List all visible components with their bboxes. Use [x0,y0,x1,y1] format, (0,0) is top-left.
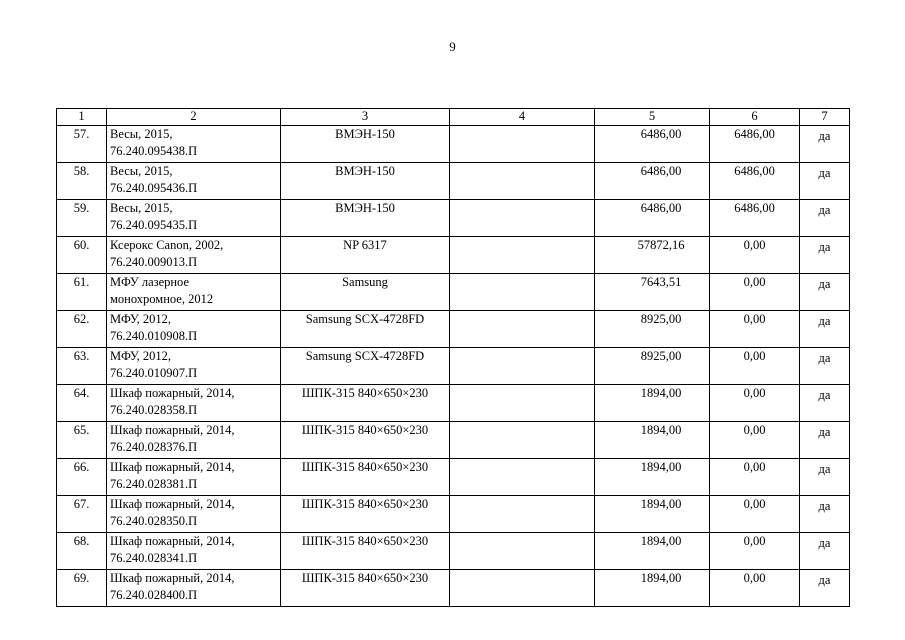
column-header: 1 [57,109,107,126]
table-row [57,570,850,607]
item-code-line: 76.240.095436.П [110,181,198,195]
item-flag: да [800,533,850,570]
item-model: ВМЭН-150 [281,200,450,237]
item-value: 8925,00 [595,348,710,385]
column-header: 7 [800,109,850,126]
table-row [57,311,850,348]
item-code-line: 76.240.028358.П [110,403,198,417]
item-residual: 0,00 [710,348,800,385]
item-name [107,496,281,533]
row-number: 67. [57,496,107,533]
column-header: 2 [107,109,281,126]
item-code-line: 76.240.095435.П [110,218,198,232]
item-code-line: монохромное, 2012 [110,292,214,306]
row-number: 59. [57,200,107,237]
page-number: 9 [449,39,456,54]
item-code-line: 76.240.028400.П [110,588,198,602]
item-value: 1894,00 [595,496,710,533]
item-model: NP 6317 [281,237,450,274]
table-row [57,348,850,385]
table-row [57,533,850,570]
item-model: ВМЭН-150 [281,126,450,163]
item-model: ВМЭН-150 [281,163,450,200]
table-row [57,274,850,311]
item-col4 [450,200,595,237]
item-col4 [450,126,595,163]
item-model: Samsung SCX-4728FD [281,311,450,348]
item-value: 8925,00 [595,311,710,348]
item-flag: да [800,126,850,163]
item-code-line: 76.240.028381.П [110,477,198,491]
table-row [57,385,850,422]
row-number: 64. [57,385,107,422]
item-value: 57872,16 [595,237,710,274]
item-name-line: Шкаф пожарный, 2014, [110,460,235,474]
header-row [57,109,850,126]
item-model: ШПК-315 840×650×230 [281,496,450,533]
table-row [57,496,850,533]
item-col4 [450,348,595,385]
table-row [57,237,850,274]
item-value: 1894,00 [595,533,710,570]
item-value: 7643,51 [595,274,710,311]
item-flag: да [800,237,850,274]
item-model: ШПК-315 840×650×230 [281,533,450,570]
item-value: 6486,00 [595,163,710,200]
row-number: 60. [57,237,107,274]
item-name [107,348,281,385]
item-name-line: Шкаф пожарный, 2014, [110,423,235,437]
item-residual: 0,00 [710,533,800,570]
item-residual: 0,00 [710,459,800,496]
item-model: Samsung [281,274,450,311]
item-value: 1894,00 [595,570,710,607]
row-number: 61. [57,274,107,311]
item-residual: 0,00 [710,237,800,274]
item-col4 [450,163,595,200]
item-flag: да [800,385,850,422]
item-name-line: Весы, 2015, [110,201,173,215]
table-row [57,163,850,200]
item-col4 [450,311,595,348]
item-flag: да [800,496,850,533]
item-flag: да [800,570,850,607]
item-model: Samsung SCX-4728FD [281,348,450,385]
item-residual: 6486,00 [710,200,800,237]
item-flag: да [800,348,850,385]
item-code-line: 76.240.009013.П [110,255,198,269]
column-header: 3 [281,109,450,126]
item-model: ШПК-315 840×650×230 [281,570,450,607]
item-value: 1894,00 [595,422,710,459]
item-col4 [450,459,595,496]
item-residual: 0,00 [710,385,800,422]
item-name [107,163,281,200]
item-name [107,533,281,570]
item-name-line: Шкаф пожарный, 2014, [110,571,235,585]
column-header: 5 [595,109,710,126]
row-number: 57. [57,126,107,163]
item-flag: да [800,459,850,496]
item-name [107,311,281,348]
item-name-line: МФУ, 2012, [110,312,172,326]
item-residual: 0,00 [710,570,800,607]
item-flag: да [800,200,850,237]
item-col4 [450,496,595,533]
item-flag: да [800,422,850,459]
item-residual: 0,00 [710,274,800,311]
item-residual: 0,00 [710,311,800,348]
item-model: ШПК-315 840×650×230 [281,459,450,496]
item-residual: 0,00 [710,496,800,533]
item-name-line: Весы, 2015, [110,127,173,141]
item-residual: 0,00 [710,422,800,459]
item-name-line: МФУ, 2012, [110,349,172,363]
item-name-line: МФУ лазерное [110,275,190,289]
item-col4 [450,533,595,570]
inventory-table [56,108,850,607]
row-number: 66. [57,459,107,496]
column-header: 4 [450,109,595,126]
item-col4 [450,237,595,274]
item-name-line: Шкаф пожарный, 2014, [110,534,235,548]
item-name [107,385,281,422]
item-name [107,126,281,163]
item-flag: да [800,163,850,200]
item-value: 6486,00 [595,200,710,237]
item-name [107,570,281,607]
item-residual: 6486,00 [710,163,800,200]
item-code-line: 76.240.028341.П [110,551,198,565]
item-name-line: Ксерокс Canon, 2002, [110,238,224,252]
row-number: 63. [57,348,107,385]
item-name [107,459,281,496]
item-name [107,422,281,459]
table-row [57,459,850,496]
item-name [107,274,281,311]
item-value: 1894,00 [595,459,710,496]
item-code-line: 76.240.010908.П [110,329,198,343]
item-code-line: 76.240.028350.П [110,514,198,528]
item-model: ШПК-315 840×650×230 [281,422,450,459]
item-name-line: Шкаф пожарный, 2014, [110,386,235,400]
item-residual: 6486,00 [710,126,800,163]
row-number: 62. [57,311,107,348]
item-code-line: 76.240.028376.П [110,440,198,454]
item-col4 [450,274,595,311]
item-flag: да [800,311,850,348]
item-col4 [450,385,595,422]
row-number: 65. [57,422,107,459]
item-value: 6486,00 [595,126,710,163]
row-number: 68. [57,533,107,570]
row-number: 58. [57,163,107,200]
item-code-line: 76.240.010907.П [110,366,198,380]
row-number: 69. [57,570,107,607]
column-header: 6 [710,109,800,126]
item-model: ШПК-315 840×650×230 [281,385,450,422]
item-name-line: Шкаф пожарный, 2014, [110,497,235,511]
item-col4 [450,570,595,607]
item-code-line: 76.240.095438.П [110,144,198,158]
item-value: 1894,00 [595,385,710,422]
item-name-line: Весы, 2015, [110,164,173,178]
item-name [107,200,281,237]
item-name [107,237,281,274]
table-row [57,200,850,237]
table-row [57,422,850,459]
item-flag: да [800,274,850,311]
item-col4 [450,422,595,459]
table-row [57,126,850,163]
